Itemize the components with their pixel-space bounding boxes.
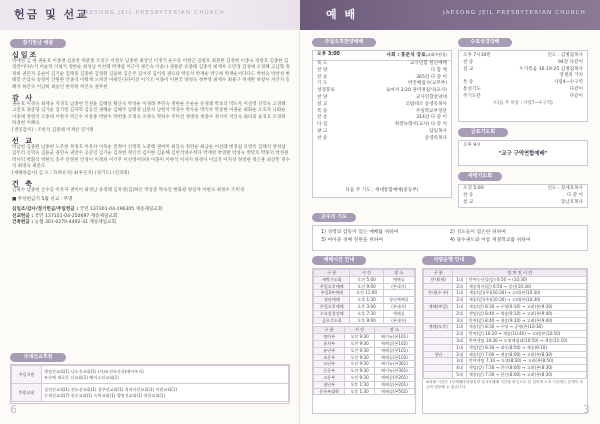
section-heading: 선 교 [12, 137, 34, 146]
ops-cell: 재송(앞) 7:30 → 한신(8:00) → 고려(본(8:30) [466, 371, 586, 378]
ops-cell: 안내(새) [424, 276, 453, 283]
ops-row [424, 290, 587, 297]
school-row [314, 388, 415, 395]
ops-cell: 2대 [453, 331, 466, 338]
times-row [314, 297, 415, 304]
wed-row-value: 다같이 [569, 86, 583, 92]
school-row [314, 368, 415, 375]
school-row [314, 347, 415, 354]
right-header [300, 0, 600, 30]
sunday-row [313, 129, 451, 136]
left-header-title: 헌금 및 선교 [14, 8, 89, 21]
wed-row-label: 찬 송 [463, 59, 474, 65]
ops-cell: 3대 [453, 337, 466, 344]
sunday-row-value: 송영록목사 [424, 135, 447, 141]
offering-sections [12, 52, 290, 227]
times-header-cell: 장 소 [383, 270, 414, 277]
ops-cell [424, 297, 453, 304]
sunday-time: 오후 3:00 [317, 52, 340, 57]
ops-row [424, 337, 587, 344]
times-header-cell: 구 분 [314, 270, 350, 277]
section-heading: 건 축 [12, 180, 34, 189]
school-cell: 소년부 [314, 361, 345, 368]
times-cell: 수요성경강해 [314, 310, 350, 317]
ops-cell: 1대 [453, 344, 466, 351]
sunday-row [313, 95, 451, 102]
times-cell: 예배실 [383, 310, 414, 317]
prayer-label: 공주의 기도 [312, 213, 356, 222]
sunday-row-label: 광 고 [317, 128, 328, 134]
meeting-label: 금요기도회 [458, 128, 508, 137]
ops-cell: 4대 [453, 365, 466, 372]
school-cell: 오후 1:30 [345, 388, 375, 395]
sunday-row-label: 다 짐 [317, 122, 328, 128]
sunday-row-value: 취결녹레서(교사) 다 같 이 [394, 122, 447, 128]
sunday-row-label: 찬 송 [317, 74, 328, 80]
sunday-leader: 사회 : 홍문석 장로 [386, 53, 426, 58]
ops-cell: 재송(앞) 8:30 → 수영 → 공영(본(10:30) [466, 324, 586, 331]
school-cell: 예배실(본201) [374, 374, 414, 381]
ops-cell: 1대 [453, 303, 466, 310]
school-header-cell: 구 분 [314, 327, 345, 334]
times-cell: 오후 1:30 [350, 297, 383, 304]
account-list [12, 207, 290, 227]
section-text: 박남현 김종원 남종현 노주현 정정호 이옥자 이옥순 전정이 신정복 노춘례 권여미 최동숙 정란순 최남순 이선례 변경섭 유영록 김해석 양성섭 김두리 신학숙 김용균 권민숙 권만수 공준연 김기순 김경현 정인석 김이한 김윤혜 김헌석대우정다 박재현 박영발 박성숙 박만호 박홍덕 박성원 박사익 박환석 박현익 송주 안정헌 안경이 이정희 이기무 이선영어다바 이종미 이판석 이자지 하경자 이임진 이지성 정영현 정은훈 최상민 정수지 최영숙 최분도 [12, 144, 290, 170]
ops-row [424, 358, 587, 365]
sunday-row-value: 교사연합 헌신예배 [410, 61, 447, 66]
left-header [0, 0, 300, 30]
sunday-leader-role: (교회부원장) [425, 52, 447, 57]
offering-label: 장기헌금 예물 [10, 39, 66, 48]
school-cell: 오전 9:30 [345, 361, 375, 368]
ops-cell: 1대 [453, 324, 466, 331]
ops-row [424, 344, 587, 351]
ops-cell [424, 371, 453, 378]
school-cell: 베이뉴(본101) [374, 334, 414, 341]
ops-cell [424, 310, 453, 317]
school-cell: 오전 9:30 [345, 368, 375, 375]
ops-cell: 센텀(앞) 8:40 → 재송(9:10) → 고려(본(9:40) [466, 310, 586, 317]
ops-row [424, 351, 587, 358]
sunday-row-label: 찬 양 [317, 94, 328, 100]
page-number: 6 [10, 403, 17, 416]
dawn-row-value: 인도 : 장세호목사 [547, 186, 583, 191]
times-cell: 주일2부예배 [314, 290, 350, 297]
sunday-row-value: 박진배집사(교무부) [407, 81, 447, 87]
ops-row [424, 283, 587, 290]
dawn-box [458, 184, 588, 208]
school-header-cell: 시 간 [345, 327, 375, 334]
mission-line: 순세선교회(7) 한순교회(1) 숙북교회(1) 행정선교회(1) 권한교회(1) [44, 392, 166, 398]
times-cell: 오후 3:00 [350, 303, 383, 310]
wed-row-value: 영생의 가치 [559, 73, 583, 79]
school-cell: 중등부 [314, 368, 345, 375]
school-cell: 오전 9:30 [345, 374, 375, 381]
account-value: 농협 301-0270-4492-31 재송제일교회 [34, 220, 117, 226]
wed-order [459, 51, 587, 101]
times-cell: 오후 7:30 [350, 310, 383, 317]
sunday-row-value: 다 함 께 [430, 67, 447, 73]
ops-cell [424, 331, 453, 338]
ops-cell: 반여농산물(앞) 6:50 → (10:30) [466, 276, 586, 283]
school-row [314, 361, 415, 368]
school-cell: 오전 9:30 [345, 334, 375, 341]
ops-row [424, 303, 587, 310]
ops-cell: 예배(오후) [424, 324, 453, 331]
school-cell: 예배실(본103) [374, 354, 414, 361]
sunday-row-label: 찬 송 [317, 135, 328, 141]
school-header-cell: 장 소 [374, 327, 414, 334]
school-cell: 청년부 [314, 381, 345, 388]
times-cell: 주일오후예배 [314, 303, 350, 310]
ops-cell: 반여(앞) 8:40 → 재송(9:10) → 고려(본(9:40) [466, 317, 586, 324]
dawn-row-value: 다 같 이 [566, 192, 583, 198]
ops-cell: 반여센텀 10:30 → 도방매점대(10:50) → 재송(11:10) [466, 337, 586, 344]
sunday-row-label: 설 교 [317, 101, 328, 107]
times-row [314, 310, 415, 317]
sunday-row-value: 코람데오 송영록목사 [405, 101, 447, 107]
wed-row-value: 누가복음 16:19-25 김병집목사 [519, 66, 583, 72]
ops-row [424, 297, 587, 304]
school-cell: 예배실(본102) [374, 340, 414, 347]
times-row [314, 276, 415, 283]
ops-row [424, 371, 587, 378]
worship-times-table [313, 269, 415, 324]
times-row [314, 283, 415, 290]
section-extra: [생일감사] : 조한석 김종례 이재선 연거원 [12, 127, 94, 133]
page-number: 3 [583, 403, 590, 416]
sunday-box [312, 50, 452, 198]
sunday-row [313, 102, 451, 109]
mission-line: 김천선교회(1) 전도선교회(1) 경주선교회(1) 직지사선교회(1) 이현교회(1) [44, 386, 178, 392]
wed-row [459, 87, 587, 94]
times-cell: 오전 9:00 [350, 283, 383, 290]
sunday-row-value: 365장 다 같 이 [416, 74, 447, 80]
school-row [314, 340, 415, 347]
school-row [314, 381, 415, 388]
ops-cell [424, 283, 453, 290]
ops-cell: 예배(주일) [424, 303, 453, 310]
ops-cell: 반여센텀 7:10 → 도방(8:30) → 고려(본(8:50) [466, 358, 586, 365]
sunday-row-label: 특 송 [317, 108, 328, 114]
school-row [314, 334, 415, 341]
dawn-order [459, 185, 587, 206]
ops-cell: 청년 [424, 351, 453, 358]
school-cell: 베이뉴(본301) [374, 361, 414, 368]
wed-row [459, 53, 587, 60]
wed-row-value: 사랑4~수구역 [554, 80, 583, 86]
mark-line: ■ 무선헌금기 5월 선교 : 무명 [12, 197, 73, 203]
sunday-footer: 다음 주 기도 : 세대통합예배(중등부) [345, 188, 419, 193]
sunday-row [313, 88, 451, 95]
section-heading: 십일조 [12, 51, 39, 59]
wed-row-value: 다같이 [569, 93, 583, 99]
section-extra: [새해목감사] 김 오 : 7(하유지) 4(후손지) (경기도) (선과정) [12, 170, 130, 176]
prayer-item: 3) 여아준 경배 전원을 위하여 [321, 238, 383, 243]
meeting-time: 오후 9시 [463, 143, 481, 148]
sunday-row-label: 성경봉독 [317, 88, 335, 94]
ops-header-cell: 정 차 및 시 간 [453, 270, 587, 277]
school-cell: 유치부 [314, 340, 345, 347]
times-cell: 예배실 [383, 276, 414, 283]
dawn-label: 새벽기도회 [458, 172, 502, 181]
sunday-row-value: 담임목사 [429, 128, 447, 134]
dawn-row [459, 186, 587, 193]
times-label: 예배시간 안내 [312, 256, 366, 265]
account-label: 선교헌금 : [12, 213, 34, 219]
sunday-row-value: 로마서 3:20 권미정집사(교사) [385, 88, 447, 94]
ops-cell: 재송(앞) 8:30 → 수영(9:10) → 고려(본(9:30) [466, 303, 586, 310]
right-header-title: 예 배 [326, 8, 358, 21]
ops-cell: 재송(앞)(주)(10:30) → 고려(본(10:30) [466, 290, 586, 297]
ops-cell: 반여(앞) 10:20 → 재송(10:40) → 고려(본(10:50) [466, 331, 586, 338]
times-cell: 청년예배 [314, 297, 350, 304]
school-cell: 오전 9:30 [345, 340, 375, 347]
right-page [300, 0, 600, 424]
ops-cell: 5대 [453, 371, 466, 378]
ops-row [424, 310, 587, 317]
ops-cell: 재송럭키(앞) 6:50 → 장산(10:30) [466, 283, 586, 290]
prayer-item: 4) 당수권도와 어름 계절학교를 위하여 [450, 238, 531, 243]
sunday-order [313, 61, 451, 143]
mission-table [10, 364, 290, 404]
sunday-row-label: 찬 송 [317, 115, 328, 121]
mission-line: 행정선교회(1) 나도선교회(1) (사)조선특선식(매아주지) [44, 368, 144, 374]
dawn-row-label: 찬 송 [463, 192, 474, 198]
wed-row-label: 특 송 [463, 80, 474, 86]
section-text: 김명수 남종현 손수공 이옥자 권미어 최성남 유정례 김옥정(김)하온 박상준 박숙진 변화원 양일자 이현숙 최정수 조미경 [12, 187, 245, 193]
vehicle-table [423, 269, 587, 379]
sunday-row [313, 61, 451, 68]
sunday-row [313, 136, 451, 143]
wed-row-value: 인도 : 김병집목사 [547, 53, 583, 58]
sunday-row-value: 주일학교부장단 [415, 108, 447, 114]
account-value: 국민 137101-04-250697 재송제일교회 [34, 213, 118, 219]
ops-cell: 2대 [453, 351, 466, 358]
prayer-item: 2) 성도들이 겸손한 위하여 [450, 230, 506, 235]
wed-box [458, 50, 588, 122]
times-header-cell: 시 간 [350, 270, 383, 277]
school-cell: 초등부 [314, 354, 345, 361]
ops-cell [424, 337, 453, 344]
mission-line: 부산에 새로운 선교회(1) 베이스선교회(1) [44, 374, 119, 380]
section-text: 박세영 김 권 권순호 이종천 김홍찬 허준종 조상구 이철우 남종현 최상인 이생기 순수동 이현근 김평호 최분한 김정현 이종숙 정광호 김종한 김정잔이다슈지 이순덕 이평지 정한순 최성남 이선례 박재섭 이근이 권은숙 이윤나 권용문 유종태 김종석 최재우 오만경 김성애 오경혜 고남향 정정희 권문자 공순이 김기순 김태홍 김종한 김영원 김윤하 김은주 김이경 김이정 권으라 박동석 박재순 박구희 박재순서다다도 박현숙 박찬성 변태봉 손삼숙 송창미 안원한 안종석 이왕재 오희진 이광은다다이진 이기조 이종미 이현국 양정숙 정부영 최재수 최용구 허재완 하창우 지안지 송혜자 하안숙 이남희 최승린 한정희 허인숙 권무현 [12, 58, 290, 90]
times-cell: 오전 5:00 [350, 276, 383, 283]
prayer-box [312, 225, 588, 251]
ops-cell: 재송(앞) 7:00 → 재송(8:00) → 고려(본(8:30) [466, 351, 586, 358]
school-cell: 오전 9:30 [345, 347, 375, 354]
times-row [314, 317, 415, 324]
sunday-row-label: 찬 양 [317, 67, 328, 73]
ops-row [424, 365, 587, 372]
school-row [314, 354, 415, 361]
meeting-box [458, 140, 588, 166]
school-cell: 오전 9:30 [345, 354, 375, 361]
times-cell [383, 290, 414, 297]
school-cell: 고등부 [314, 374, 345, 381]
ops-cell: 3대 [453, 358, 466, 365]
account-label: 건축헌금 : [12, 220, 34, 226]
sunday-row [313, 122, 451, 129]
wed-row [459, 80, 587, 87]
wed-row-label: 통성기도 [463, 86, 481, 92]
school-cell: 유년부 [314, 347, 345, 354]
wed-row [459, 60, 587, 67]
times-cell: (본대지) [383, 317, 414, 324]
dawn-row-value: 장남호목사 [560, 199, 583, 205]
section-heading: 감 사 [12, 94, 34, 103]
times-cell: 금요기도회 [314, 317, 350, 324]
sunday-row [313, 68, 451, 75]
times-cell: 새벽기도회 [314, 276, 350, 283]
account-label: 십일조/감사/정기헌금/주일헌금 : [12, 206, 79, 212]
ops-row [424, 317, 587, 324]
dawn-row [459, 193, 587, 200]
times-row [314, 290, 415, 297]
times-box [312, 268, 416, 414]
times-row [314, 303, 415, 310]
wed-row [459, 94, 587, 101]
ops-row [424, 324, 587, 331]
school-cell: 예배실(본101) [374, 347, 414, 354]
mission-row-label: 후원교회 [12, 384, 42, 402]
school-cell: 예배실(본502) [374, 388, 414, 395]
ops-cell: 센텀(앞) 8:30 → 대동(8:50) → 재송(9:10) [466, 344, 586, 351]
left-header-subtitle: JAESONG JEIL PRESBYTERIAN CHURCH [82, 10, 226, 16]
ops-cell: 2대 [453, 283, 466, 290]
times-cell: 오전 11:00 [350, 290, 383, 297]
school-cell: 베이뉴(본301) [374, 368, 414, 375]
account-value: 국민 137301-04-196305 재송제일교회 [79, 206, 163, 212]
ops-cell: 1대 [453, 290, 466, 297]
times-cell: 주일오후예배 [314, 283, 350, 290]
meeting-title: "교구 구역연합예배" [498, 150, 548, 157]
section-text: 권순호 이경숙 최재규 지경호 남종현 인천윤 김해일 황산숙 박성순 이경래 부민숙 정현순 손순순 유경례 박초리 박도자 이선영 신학숙 고경혜 고전호 권준형 김기순 김기령 김자혁 김동진 권해순 김해주 남태정 남분자 남현석 박경수 박우순 박석우 박준현 이권순 최화순 오호자 나화순 이중대 정현지 오종대 이한지 박은수 이중종 박판수 박현종 조정숙 조양숙 박하수 주미선 정병옥 정종수 정시미 지인숙 최다의 윤경호 조경희 하경현 이혜숙 [12, 101, 286, 127]
ops-cell [424, 317, 453, 324]
ops-box [422, 268, 588, 414]
wed-row-label: 오후 7시30분 [463, 53, 491, 58]
ops-cell [424, 358, 453, 365]
sunday-label: 주일오후찬양예배 [312, 38, 376, 47]
sunday-row-label: 묵 도 [317, 61, 328, 66]
ops-label: 차량운행 안내 [422, 256, 476, 265]
times-cell: 오후 9:00 [350, 317, 383, 324]
school-row [314, 374, 415, 381]
ops-row [424, 276, 587, 283]
school-cell: 등록부대학 [314, 388, 345, 395]
wed-footer: (다음 주 특송 : 사랑7~수구역) [493, 100, 553, 106]
ops-cell: 2대 [453, 297, 466, 304]
sunday-row-label: 기 도 [317, 81, 328, 87]
ops-row [424, 331, 587, 338]
right-header-subtitle: JAESONG JEIL PRESBYTERIAN CHURCH [442, 10, 586, 16]
wed-label: 수요성경강해 [458, 38, 512, 47]
mission-label: 국내선교후원 [10, 353, 66, 362]
dawn-row [459, 200, 587, 207]
school-cell: 예배실(본201) [374, 381, 414, 388]
ops-cell: 재송(앞)(주)(10:30) → 고려(본(10:30) [466, 297, 586, 304]
dawn-row-label: 설 교 [463, 199, 474, 205]
ops-cell [424, 344, 453, 351]
dawn-row-label: 오전 5:00 [463, 186, 484, 191]
sunday-row-value: 교사연합찬양대 [415, 94, 447, 100]
ops-header-cell: 구 분 [424, 270, 453, 277]
times-cell: (본대지) [383, 283, 414, 290]
prayer-item: 1) 성령의 감동이 있는 예배를 위하여 [321, 230, 399, 235]
ops-cell [424, 365, 453, 372]
ops-cell: 안내(수·주) [424, 290, 453, 297]
ops-cell: 센텀(앞) 7:30 → 한신(8:00) → 고려(본(8:30) [466, 365, 586, 372]
times-cell: 청년예배실 [383, 297, 414, 304]
wed-row-value: 94장 다같이 [557, 59, 583, 65]
times-cell: (본대지) [383, 303, 414, 310]
mission-row-label: 주일지원 [12, 366, 42, 384]
ops-cell: 1대 [453, 276, 466, 283]
wed-row-label: 주기도문 [463, 93, 481, 99]
school-cell: 영아부 [314, 334, 345, 341]
ops-cell: 3대 [453, 317, 466, 324]
sunday-row-value: 314장 다 같 이 [416, 115, 447, 121]
wed-row-label: 설 교 [463, 66, 474, 72]
ops-note: ※차량 시간은 1부예배마쳐정류장 및 2부예배 시간을 중심으로 한 것이며 도착 시간에는 운영이 조금씩 변동될 수 있습니다. [426, 379, 584, 389]
school-cell: 오후 1:30 [345, 381, 375, 388]
ops-cell: 2대 [453, 310, 466, 317]
school-times-table [313, 326, 415, 395]
